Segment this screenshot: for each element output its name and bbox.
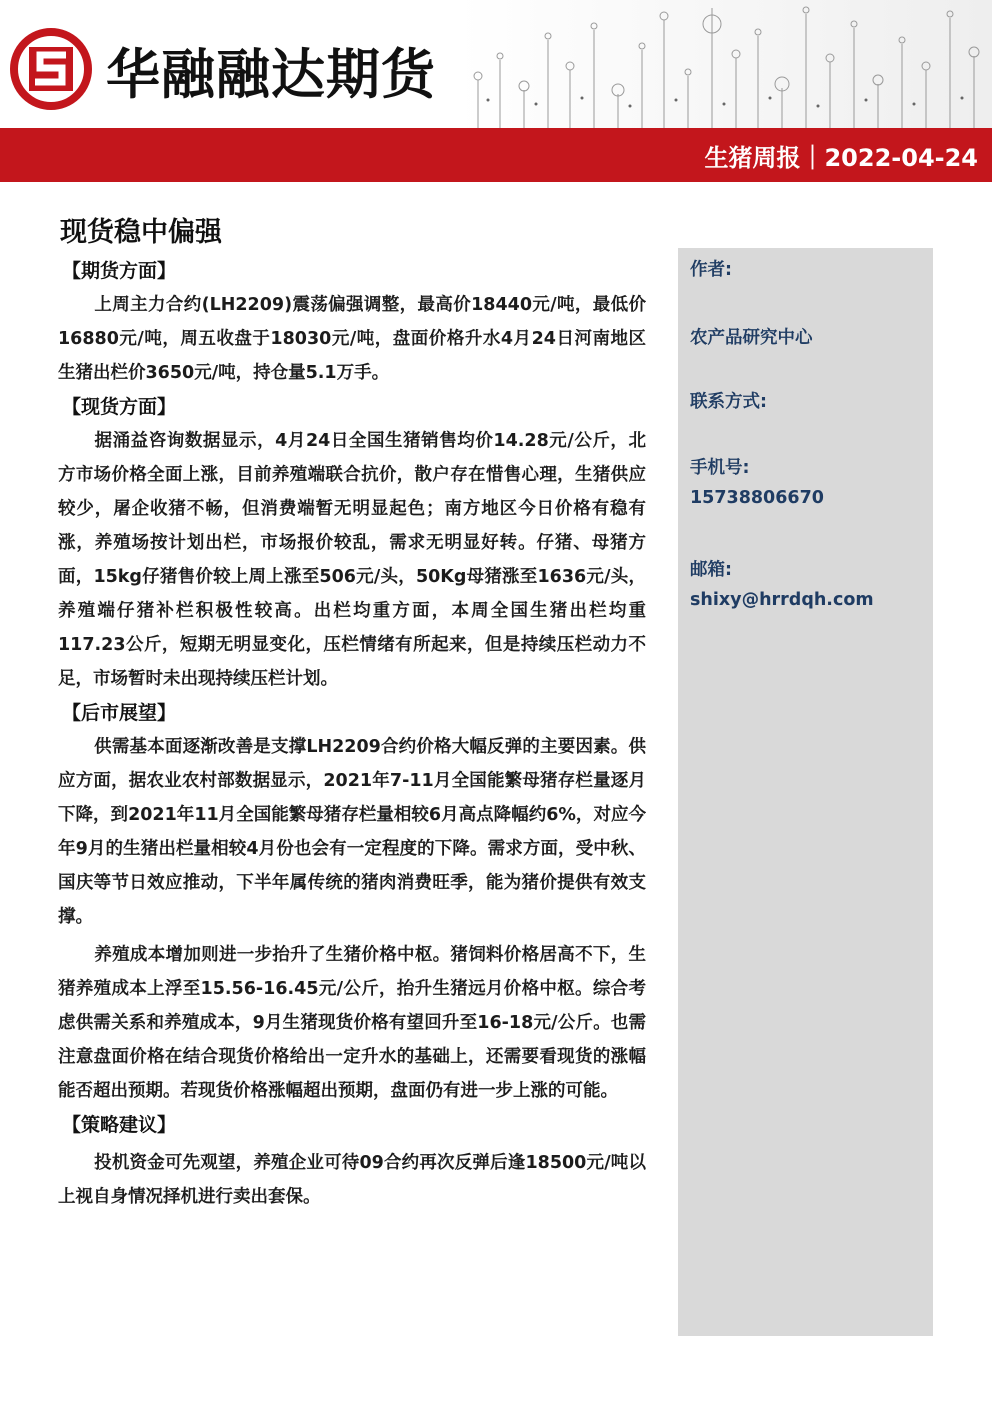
page-title: 现货稳中偏强 — [60, 217, 222, 248]
s-in-circle-logo-icon — [10, 28, 92, 110]
section-heading-spot: 【现货方面】 — [62, 396, 177, 418]
section-heading-futures: 【期货方面】 — [62, 260, 177, 282]
section-heading-strategy: 【策略建议】 — [62, 1114, 177, 1136]
phone-label: 手机号: — [690, 458, 750, 478]
report-tag: 生猪周报｜2022-04-24 — [704, 144, 978, 172]
brand-logo — [10, 18, 450, 108]
section-heading-outlook: 【后市展望】 — [62, 702, 177, 724]
contact-label: 联系方式: — [690, 392, 767, 412]
email-label: 邮箱: — [690, 560, 732, 580]
phone-value: 15738806670 — [690, 488, 824, 508]
paragraph: 据涌益咨询数据显示，4月24日全国生猪销售均价14.28元/公斤，北方市场价格全面上涨，目前养殖端联合抗价，散户存在惜售心理，生猪供应较少，屠企收猪不畅，但消费端暂无明显起色；南方地区今日价格有稳有涨，养殖场按计划出栏，市场报价较乱，需求无明显好转。仔猪、母猪方面，15kg仔猪售价较上周上涨至506元/头，50Kg母猪涨至1636元/头，养殖端仔猪补栏积极性较高。出栏均重方面，本周全国生猪出栏均重117.23公斤，短期无明显变化，压栏情绪有所起来，但是持续压栏动力不足，市场暂时未出现持续压栏计划。 — [58, 431, 646, 689]
author-value: 农产品研究中心 — [690, 328, 813, 348]
paragraph: 供需基本面逐渐改善是支撑LH2209合约价格大幅反弹的主要因素。供应方面，据农业农村部数据显示，2021年7-11月全国能繁母猪存栏量逐月下降，到2021年11月全国能繁母猪存栏量相较6月高点降幅约6%，对应今年9月的生猪出栏量相较4月份也会有一定程度的下降。需求方面，受中秋、国庆等节日效应推动，下半年属传统的猪肉消费旺季，能为猪价提供有效支撑。 — [58, 737, 646, 927]
header-decoration — [458, 0, 992, 128]
email-link[interactable]: shixy@hrrdqh.com — [690, 590, 874, 610]
author-label: 作者: — [690, 260, 732, 280]
paragraph: 上周主力合约(LH2209)震荡偏强调整，最高价18440元/吨，最低价16880元/吨，周五收盘于18030元/吨，盘面价格升水4月24日河南地区生猪出栏价3650元/吨，持仓量5.1万手。 — [58, 295, 646, 383]
report-body — [58, 254, 646, 1214]
author-sidebar — [678, 248, 933, 1336]
paragraph: 养殖成本增加则进一步抬升了生猪价格中枢。猪饲料价格居高不下，生猪养殖成本上浮至15.56-16.45元/公斤，抬升生猪远月价格中枢。综合考虑供需关系和养殖成本，9月生猪现货价格有望回升至16-18元/公斤。也需注意盘面价格在结合现货价格给出一定升水的基础上，还需要看现货的涨幅能否超出预期。若现货价格涨幅超出预期，盘面仍有进一步上涨的可能。 — [58, 945, 646, 1101]
brand-name: 华融融达期货 — [106, 43, 436, 106]
paragraph: 投机资金可先观望，养殖企业可待09合约再次反弹后逢18500元/吨以上视自身情况择机进行卖出套保。 — [58, 1153, 646, 1207]
